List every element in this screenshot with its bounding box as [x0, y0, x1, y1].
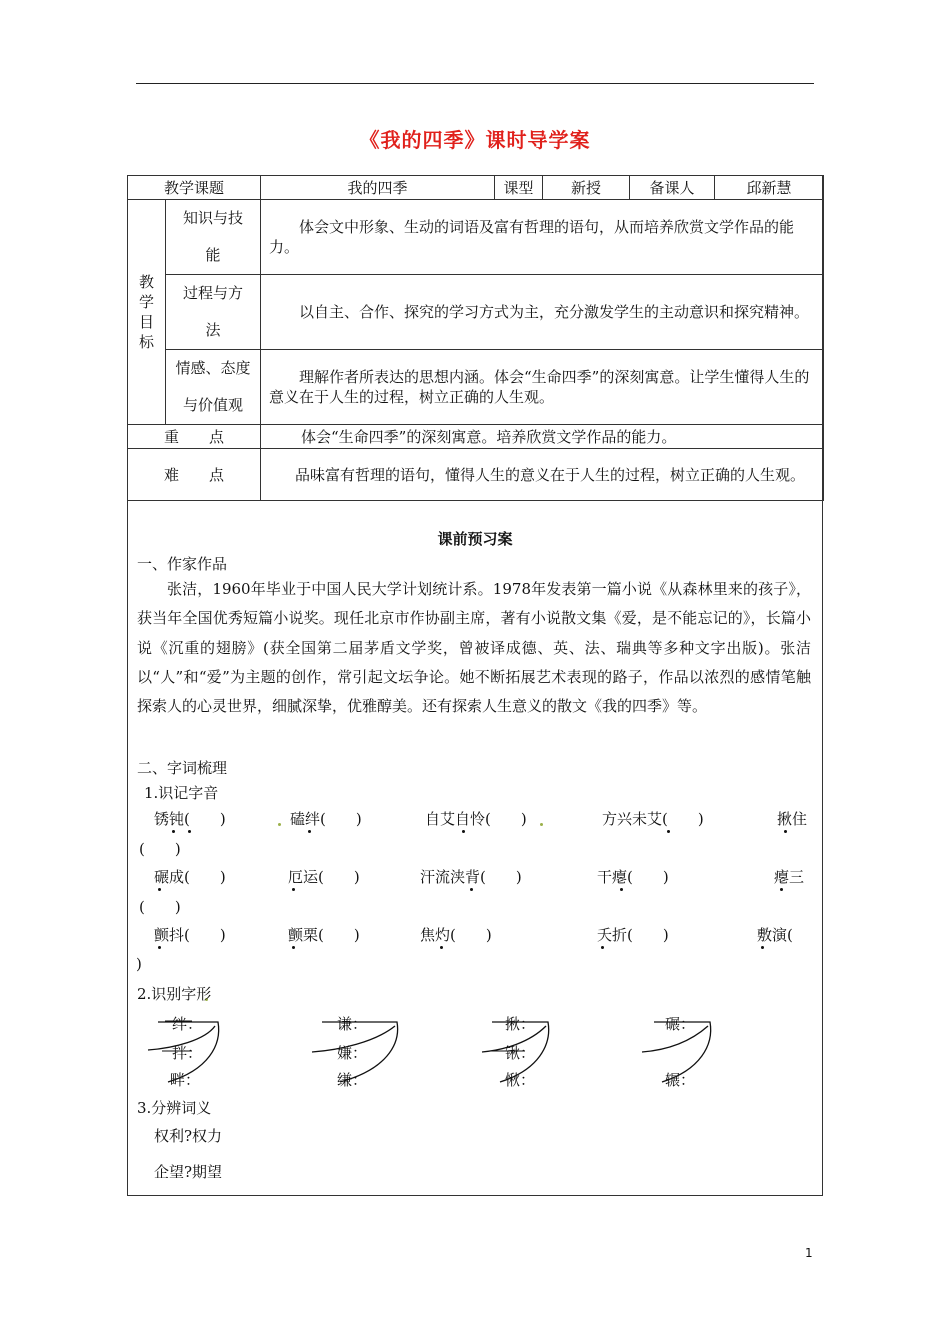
pron-item: 汗流浃背( ) [420, 868, 522, 886]
pron-item: 揪住 [777, 810, 808, 828]
pron-item: 焦灼( ) [420, 926, 492, 944]
preview-heading: 课前预习案 [437, 530, 513, 548]
difficulty-text: 品味富有哲理的语句，懂得人生的意义在于人生的过程，树立正确的人生观。 [261, 449, 824, 501]
pron-item: 敷演( [757, 926, 793, 944]
sub-meaning-title: 3.分辨词义 [137, 1099, 212, 1117]
value-topic: 我的四季 [261, 176, 495, 200]
section-words-title: 二、字词梳理 [137, 759, 228, 777]
pron-item-cont: ) [136, 955, 142, 973]
sub-shape-title: 2.识别字形 [137, 985, 212, 1003]
pron-item: 干瘪( ) [597, 868, 669, 886]
pron-item: 厄运( ) [288, 868, 360, 886]
value-lesson-type: 新授 [543, 176, 630, 200]
pron-item-cont: ( ) [139, 840, 181, 858]
goal-label-emotion: 情感、态度 与价值观 [166, 350, 261, 425]
pron-item: 颤抖( ) [154, 926, 226, 944]
value-preparer: 邱新慧 [715, 176, 824, 200]
pron-item-cont: ( ) [139, 898, 181, 916]
pron-item: 颤栗( ) [288, 926, 360, 944]
document-title: 《我的四季》课时导学案 [359, 128, 591, 152]
shape-item: 绊： [172, 1015, 203, 1033]
shape-item: 谦： [337, 1015, 368, 1033]
shape-item: 碾： [665, 1015, 696, 1033]
shape-item: 辗： [665, 1071, 696, 1089]
shape-item: 畔： [170, 1071, 201, 1089]
pron-item: 锈钝( ) [154, 810, 226, 828]
pron-item: 夭折( ) [597, 926, 669, 944]
shape-item: 嫌： [337, 1044, 368, 1062]
goal-text-knowledge: 体会文中形象、生动的词语及富有哲理的语句，从而培养欣赏文学作品的能力。 [261, 200, 824, 275]
goal-label-process: 过程与方 法 [166, 275, 261, 350]
pron-item: 瘪三 [774, 868, 805, 886]
section-author-title: 一、作家作品 [137, 555, 228, 573]
word-pair: 企望?期望 [154, 1163, 223, 1181]
label-lesson-type: 课型 [495, 176, 543, 200]
label-difficulty: 难 点 [128, 449, 261, 501]
shape-item: 拌： [172, 1044, 203, 1062]
pron-item: 自艾自怜( ) [425, 810, 527, 828]
pron-item: 碾成( ) [154, 868, 226, 886]
label-key-point: 重 点 [128, 425, 261, 449]
key-point-text: 体会“生命四季”的深刻寓意。培养欣赏文学作品的能力。 [261, 425, 824, 449]
pron-item: 方兴未艾( ) [602, 810, 704, 828]
shape-item: 锹： [505, 1044, 536, 1062]
label-preparer: 备课人 [630, 176, 715, 200]
goals-label: 教 学 目 标 [128, 200, 166, 425]
goal-label-knowledge: 知识与技 能 [166, 200, 261, 275]
label-topic: 教学课题 [128, 176, 261, 200]
sub-pronunciation-title: 1.识记字音 [144, 784, 219, 802]
shape-item: 揪： [505, 1015, 536, 1033]
goal-text-process: 以自主、合作、探究的学习方式为主，充分激发学生的主动意识和探究精神。 [261, 275, 824, 350]
shape-item: 缣： [337, 1071, 368, 1089]
pron-item: 磕绊( ) [290, 810, 362, 828]
goal-text-emotion: 理解作者所表达的思想内涵。体会“生命四季”的深刻寓意。让学生懂得人生的意义在于人生的过程，树立正确的人生观。 [261, 350, 824, 425]
author-paragraph: 张洁，1960年毕业于中国人民大学计划统计系。1978年发表第一篇小说《从森林里来的孩子》，获当年全国优秀短篇小说奖。现任北京市作协副主席，著有小说散文集《爱，是不能忘记的》，长篇小说《沉重的翅膀》(获全国第二届茅盾文学奖，曾被译成德、英、法、瑞典等多种文字出版)。张洁以“人”和“爱”为主题的创作，常引起文坛争论。她不断拓展艺术表现的路子，作品以浓烈的感情笔触探索人的心灵世界，细腻深挚，优雅醇美。还有探索人生意义的散文《我的四季》等。 [137, 580, 811, 716]
shape-item: 愀： [505, 1071, 536, 1089]
page-number: 1 [805, 1246, 813, 1260]
word-pair: 权利?权力 [154, 1127, 223, 1145]
